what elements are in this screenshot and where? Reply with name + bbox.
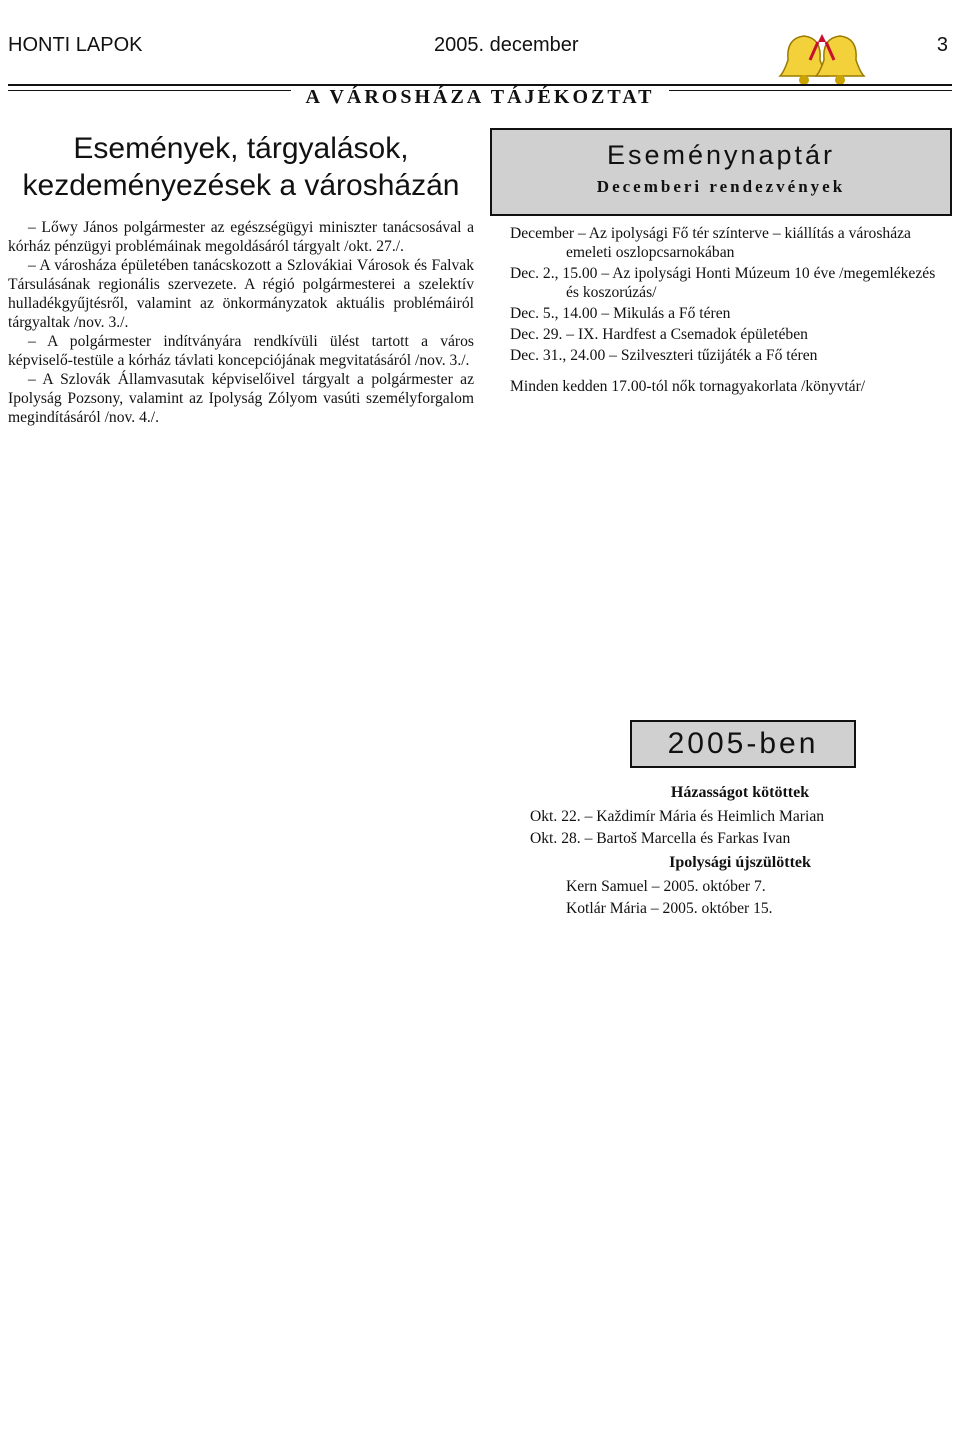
birth-entry: Kotlár Mária – 2005. október 15. [566,900,773,917]
births-title: Ipolysági újszülöttek [669,854,811,871]
marriage-entry: Okt. 28. – Bartoš Marcella és Farkas Ivan [530,830,791,847]
issue-date: 2005. december [434,34,579,56]
page-number: 3 [936,34,948,56]
article-paragraph: – A Szlovák Államvasutak képviselőivel tárgyalt a polgármester az Ipolyság Pozsony, valamint az Ipolyság Zólyom vasúti személyforgalom megindításáról /nov. 4./. [8,371,474,426]
calendar-header-box [490,128,952,216]
event-item: December – Az ipolysági Fő tér színterve – kiállítás a városháza emeleti oszlopcsarnokában [510,225,911,261]
article-paragraph: – Lőwy János polgármester az egészségügyi miniszter tanácsosával a kórház pénzügyi problémáinak megoldásáról tárgyalt /okt. 27./. [8,219,474,255]
article-headline: Események, tárgyalások, kezdeményezések a városházán [22,132,460,202]
article-paragraph: – A városháza épületében tanácskozott a Szlovákiai Városok és Falvak Társulásának regionális szervezete. A régió polgármesterei a szelektív hulladékgyűjtésről, valamint az önkormányzatok aktuális problémáiról tárgyaltak /nov. 3./. [8,257,474,331]
section-banner [8,76,952,122]
calendar-subtitle: Decemberi rendezvények [596,177,846,196]
event-item: Dec. 31., 24.00 – Szilveszteri tűzijáték a Fő téren [510,347,818,364]
marriage-entry: Okt. 22. – Každimír Mária és Heimlich Marian [530,808,825,825]
event-item: Dec. 2., 15.00 – Az ipolysági Honti Múzeum 10 éve /megemlékezés és koszorúzás/ [510,265,936,301]
article-paragraph: – A polgármester indítványára rendkívüli ülést tartott a város képviselő-testüle a kórház távlati koncepciójának megvitatásáról /nov. 3./. [8,333,474,369]
event-list [510,224,942,396]
event-item: Dec. 29. – IX. Hardfest a Csemadok épületében [510,326,808,343]
page-header [8,30,952,64]
article-column [8,130,474,427]
marriages-title: Házasságot kötöttek [670,784,810,801]
paper-name: HONTI LAPOK [8,34,143,56]
event-item: Dec. 5., 14.00 – Mikulás a Fő téren [510,305,731,322]
weekly-note: Minden kedden 17.00-tól nők tornagyakorlata /könyvtár/ [510,378,866,395]
calendar-title: Eseménynaptár [606,140,836,170]
banner-title: A VÁROSHÁZA TÁJÉKOZTAT [8,86,952,109]
birth-entry: Kern Samuel – 2005. október 7. [566,878,766,895]
civil-register [530,780,950,920]
register-title-box: 2005-ben [630,720,856,768]
